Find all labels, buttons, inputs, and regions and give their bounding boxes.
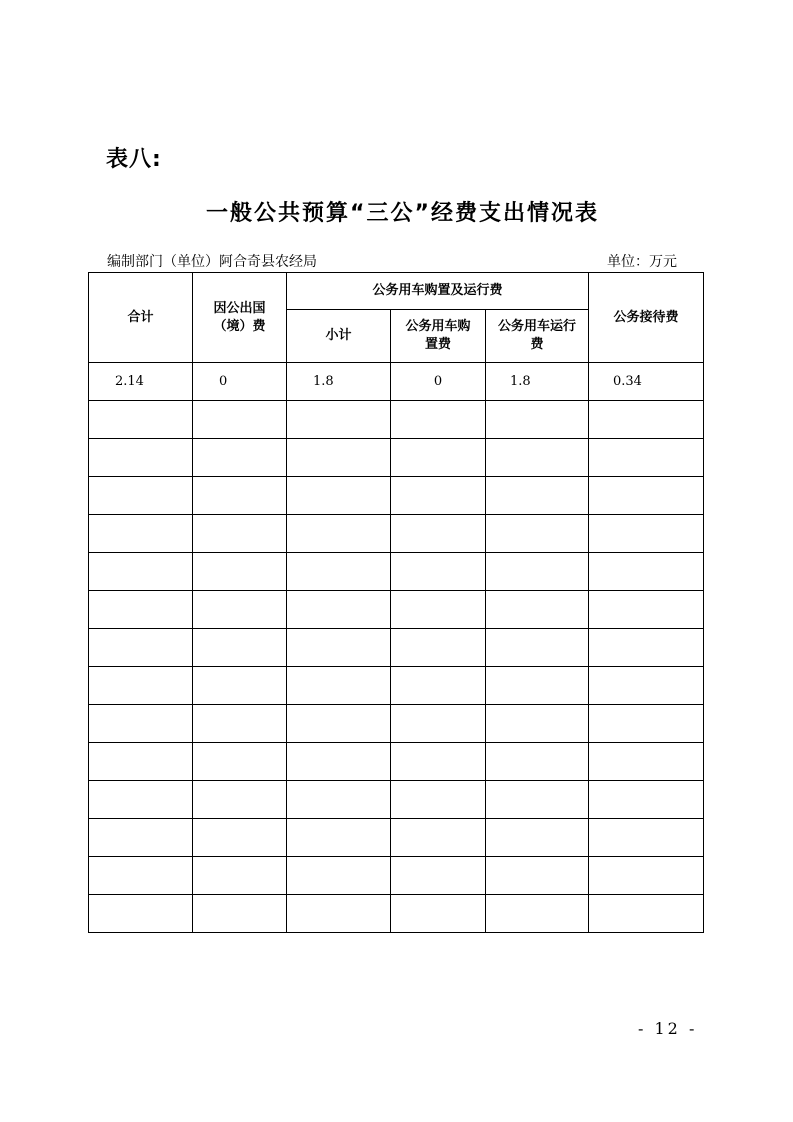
empty-cell xyxy=(589,629,704,667)
empty-cell xyxy=(89,591,193,629)
cell-vehicle-operation: 1.8 xyxy=(486,363,589,401)
table-row xyxy=(89,781,704,819)
empty-cell xyxy=(287,667,391,705)
cell-total: 2.14 xyxy=(89,363,193,401)
empty-cell xyxy=(193,591,287,629)
empty-cell xyxy=(391,439,486,477)
empty-cell xyxy=(89,553,193,591)
header-total: 合计 xyxy=(89,273,193,363)
empty-cell xyxy=(89,743,193,781)
table-row xyxy=(89,363,704,401)
empty-cell xyxy=(287,705,391,743)
empty-cell xyxy=(287,401,391,439)
empty-cell xyxy=(589,667,704,705)
empty-cell xyxy=(287,743,391,781)
empty-cell xyxy=(193,895,287,933)
empty-cell xyxy=(89,439,193,477)
empty-cell xyxy=(193,705,287,743)
compiler-label: 编制部门（单位）阿合奇县农经局 xyxy=(107,254,317,270)
table-row xyxy=(89,857,704,895)
empty-cell xyxy=(193,667,287,705)
page-number: - 12 - xyxy=(638,1019,698,1038)
empty-cell xyxy=(589,553,704,591)
empty-cell xyxy=(89,629,193,667)
empty-cell xyxy=(89,819,193,857)
empty-cell xyxy=(193,477,287,515)
empty-cell xyxy=(287,515,391,553)
empty-cell xyxy=(391,743,486,781)
empty-cell xyxy=(193,515,287,553)
cell-abroad: 0 xyxy=(193,363,287,401)
table-row xyxy=(89,439,704,477)
empty-cell xyxy=(486,705,589,743)
empty-cell xyxy=(486,477,589,515)
empty-cell xyxy=(486,781,589,819)
header-abroad xyxy=(193,273,287,363)
cell-reception: 0.34 xyxy=(589,363,704,401)
header-reception: 公务接待费 xyxy=(589,273,704,363)
unit-label: 单位：万元 xyxy=(607,254,677,270)
empty-cell xyxy=(287,629,391,667)
header-vehicle-purchase-text: 公务用车购置费 xyxy=(405,319,471,352)
empty-cell xyxy=(391,629,486,667)
header-subtotal: 小计 xyxy=(287,310,391,363)
empty-cell xyxy=(193,553,287,591)
empty-cell xyxy=(287,553,391,591)
header-vehicle-operation xyxy=(486,310,589,363)
empty-cell xyxy=(89,477,193,515)
empty-cell xyxy=(589,591,704,629)
header-vehicle-purchase xyxy=(391,310,486,363)
header-vehicle-operation-text: 公务用车运行费 xyxy=(497,319,576,352)
empty-cell xyxy=(589,895,704,933)
table-row xyxy=(89,553,704,591)
empty-cell xyxy=(486,553,589,591)
empty-cell xyxy=(391,857,486,895)
header-abroad-text: 因公出国（境）费 xyxy=(213,300,266,334)
empty-cell xyxy=(391,667,486,705)
empty-cell xyxy=(287,477,391,515)
empty-cell xyxy=(589,705,704,743)
empty-cell xyxy=(287,591,391,629)
cell-vehicle-purchase: 0 xyxy=(391,363,486,401)
empty-cell xyxy=(89,515,193,553)
empty-cell xyxy=(589,515,704,553)
empty-cell xyxy=(486,667,589,705)
empty-cell xyxy=(391,781,486,819)
empty-cell xyxy=(89,705,193,743)
empty-cell xyxy=(391,819,486,857)
table-row xyxy=(89,743,704,781)
empty-cell xyxy=(589,819,704,857)
empty-cell xyxy=(391,401,486,439)
meta-row xyxy=(107,251,677,271)
table-number-label: 表八: xyxy=(106,147,162,172)
empty-cell xyxy=(391,705,486,743)
table-row xyxy=(89,895,704,933)
empty-cell xyxy=(589,477,704,515)
header-vehicle-group: 公务用车购置及运行费 xyxy=(287,273,589,310)
empty-cell xyxy=(589,857,704,895)
table-row xyxy=(89,667,704,705)
empty-cell xyxy=(287,819,391,857)
empty-cell xyxy=(486,591,589,629)
document-title: 一般公共预算“三公”经费支出情况表 xyxy=(206,201,599,226)
empty-cell xyxy=(486,743,589,781)
empty-cell xyxy=(486,515,589,553)
empty-cell xyxy=(89,857,193,895)
empty-cell xyxy=(589,439,704,477)
empty-cell xyxy=(391,895,486,933)
table-row xyxy=(89,629,704,667)
empty-cell xyxy=(193,781,287,819)
table-row xyxy=(89,819,704,857)
empty-cell xyxy=(486,857,589,895)
table-row xyxy=(89,515,704,553)
header-row-1 xyxy=(89,273,704,310)
empty-cell xyxy=(89,781,193,819)
empty-cell xyxy=(287,439,391,477)
empty-cell xyxy=(589,781,704,819)
table-row xyxy=(89,591,704,629)
empty-cell xyxy=(89,401,193,439)
empty-cell xyxy=(486,629,589,667)
empty-cell xyxy=(193,857,287,895)
empty-cell xyxy=(193,819,287,857)
table-row xyxy=(89,477,704,515)
empty-cell xyxy=(89,895,193,933)
expense-table xyxy=(88,272,704,933)
table-row xyxy=(89,705,704,743)
empty-cell xyxy=(391,515,486,553)
empty-cell xyxy=(193,401,287,439)
empty-cell xyxy=(391,477,486,515)
empty-cell xyxy=(589,401,704,439)
empty-cell xyxy=(589,743,704,781)
empty-cell xyxy=(193,629,287,667)
empty-cell xyxy=(287,895,391,933)
empty-cell xyxy=(287,857,391,895)
cell-subtotal: 1.8 xyxy=(287,363,391,401)
table-row xyxy=(89,401,704,439)
empty-cell xyxy=(391,591,486,629)
empty-cell xyxy=(486,819,589,857)
empty-cell xyxy=(287,781,391,819)
empty-cell xyxy=(193,439,287,477)
empty-cell xyxy=(89,667,193,705)
empty-cell xyxy=(391,553,486,591)
empty-cell xyxy=(486,439,589,477)
empty-cell xyxy=(486,401,589,439)
empty-cell xyxy=(486,895,589,933)
empty-cell xyxy=(193,743,287,781)
